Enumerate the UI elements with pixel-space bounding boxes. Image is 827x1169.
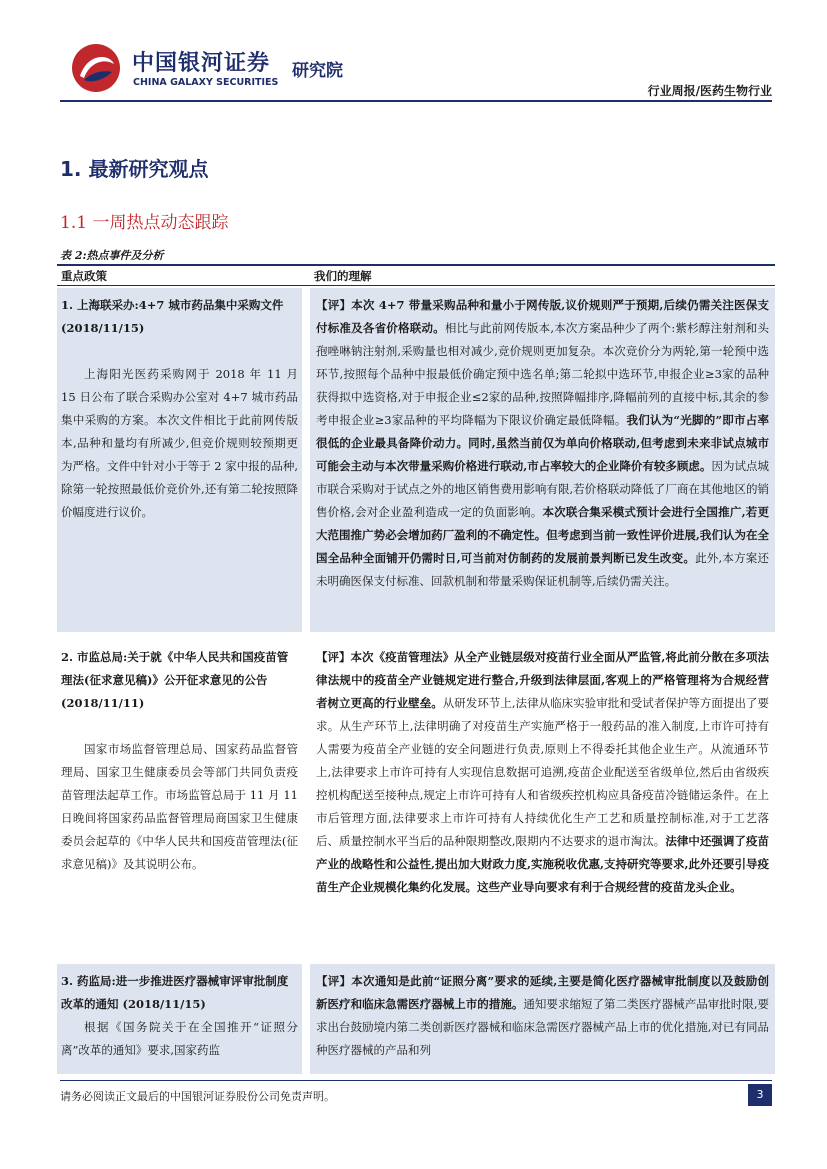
analysis-comment: 【评】本次通知是此前“证照分离”要求的延续,主要是简化医疗器械审批制度以及鼓励创新医疗和临床急需医疗器械上市的措施。 (316, 974, 769, 1011)
analysis-comment: 【评】本次 4+7 带量采购品种和量小于网传版,议价规则严于预期,后续仍需关注医保支付标准及各省价格联动。 (316, 298, 769, 335)
table-row (57, 640, 775, 956)
policy-cell (57, 964, 302, 1074)
analysis-emphasis: 本次联合集采模式预计会进行全国推广,若更大范围推广势必会增加药厂盈利的不确定性。但考虑到当前一致性评价进展,我们认为在全国全品种全面铺开仍需时日,可当前对仿制药的发展前景判断已发生改变。 (316, 505, 769, 565)
galaxy-swirl-logo-icon (70, 42, 122, 94)
analysis-cell (310, 288, 775, 632)
report-type: 行业周报/医药生物行业 (647, 84, 772, 98)
table-row (57, 964, 775, 1074)
institute-label: 研究院 (292, 61, 343, 81)
policy-cell (57, 640, 302, 956)
table-caption: 表 2:热点事件及分析 (60, 249, 164, 262)
analysis-emphasis: 我们认为“光脚的”即市占率很低的企业最具备降价动力。同时,虽然当前仅为单向价格联动,但考虑到未来非试点城市可能会主动与本次带量采购价格进行联动,市占率较大的企业降价有较多顾虑。 (316, 413, 769, 473)
analysis-text: 此外,本方案还未明确医保支付标准、回款机制和带量采购保证机制等,后续仍需关注。 (316, 551, 770, 588)
footer-disclaimer: 请务必阅读正文最后的中国银河证券股份公司免责声明。 (60, 1090, 335, 1103)
column-header-analysis: 我们的理解 (314, 268, 372, 283)
policy-body: 上海阳光医药采购网于 2018 年 11 月 15 日公布了联合采购办公室对 4+7 城市药品集中采购的方案。本次文件相比于此前网传版本,品种和量均有所减少,但竞价规则较预期更为严格。文件中针对小于等于 2 家中报的品种,除第一轮按照最低价竞价外,还有第二轮按照降价幅度进行议价。 (61, 367, 298, 519)
page-number: 3 (748, 1084, 772, 1106)
logo-english-name: CHINA GALAXY SECURITIES (133, 77, 279, 88)
header-divider (60, 100, 772, 102)
policy-title: 1. 上海联采办:4+7 城市药品集中采购文件 (2018/11/15) (61, 298, 284, 335)
policy-title: 3. 药监局:进一步推进医疗器械审评审批制度改革的通知 (2018/11/15) (61, 974, 289, 1011)
hot-events-table (57, 264, 775, 1074)
policy-title: 2. 市监总局:关于就《中华人民共和国疫苗管理法(征求意见稿)》公开征求意见的公告 (2018/11/11) (61, 650, 289, 710)
analysis-text: 相比与此前网传版本,本次方案品种少了两个:紫杉醇注射剂和头孢唑啉钠注射剂,采购量也相对减少,竞价规则更加复杂。本次竞价分为两轮,第一轮预中选环节,按照每个品种中报最低价确定预中选名单;第二轮拟中选环节,申报企业≥3家的品种获得拟中选资格,对于申报企业≤2家的品种,按照降幅排序,降幅前列的直接中标,其余的参考申报企业≥3家品种的平均降幅为下限议价确定最低降幅。 (316, 321, 769, 427)
policy-body: 国家市场监督管理总局、国家药品监督管理局、国家卫生健康委员会等部门共同负责疫苗管理法起草工作。市场监管总局于 11 月 11 日晚间将国家药品监督管理局商国家卫生健康委员会起草的《中华人民共和国疫苗管理法(征求意见稿)》及其说明公布。 (61, 742, 298, 871)
footer-divider (60, 1080, 772, 1081)
subsection-heading: 1.1 一周热点动态跟踪 (60, 213, 229, 233)
analysis-cell (310, 964, 775, 1074)
column-header-policy: 重点政策 (61, 268, 107, 283)
page-header (60, 38, 772, 102)
policy-cell (57, 288, 302, 632)
analysis-comment: 【评】本次《疫苗管理法》从全产业链层级对疫苗行业全面从严监管,将此前分散在多项法律法规中的疫苗全产业链规定进行整合,升级到法律层面,客观上的严格管理将为合规经营者树立更高的行业壁垒。 (316, 650, 769, 710)
policy-body: 根据《国务院关于在全国推开“证照分离”改革的通知》要求,国家药监 (61, 1020, 298, 1057)
table-row (57, 288, 775, 632)
analysis-text: 通知要求缩短了第二类医疗器械产品审批时限,要求出台鼓励境内第二类创新医疗器械和临床急需医疗器械产品上市的优化措施,对已有同品种医疗器械的产品和列 (316, 997, 769, 1057)
table-header (57, 264, 775, 286)
analysis-cell (310, 640, 775, 956)
logo-chinese-name: 中国银河证券 (132, 51, 271, 76)
analysis-emphasis: 法律中还强调了疫苗产业的战略性和公益性,提出加大财政力度,实施税收优惠,支持研究等要求,此外还要引导疫苗生产企业规模化集约化发展。这些产业导向要求有利于合规经营的疫苗龙头企业。 (316, 834, 770, 894)
analysis-text: 从研发环节上,法律从临床实验审批和受试者保护等方面提出了要求。从生产环节上,法律明确了对疫苗生产实施严格于一般药品的准入制度,上市许可持有人需要为疫苗全产业链的安全问题进行负责,原则上不得委托其他企业生产。从流通环节上,法律要求上市许可持有人实现信息数据可追溯,疫苗企业配送至省级单位,然后由省级疾控机构配送至接种点,规定上市许可持有人和省级疾控机构应具备疫苗冷链储运条件。在上市后管理方面,法律要求上市许可持有人持续优化生产工艺和质量控制标准,对于工艺落后、质量控制水平当后的品种限期整改,限期内不达要求的退市淘汰。 (316, 696, 770, 848)
analysis-text: 因为试点城市联合采购对于试点之外的地区销售费用影响有限,若价格联动降低了厂商在其他地区的销售价格,会对企业盈利造成一定的负面影响。 (316, 459, 770, 519)
section-heading: 1. 最新研究观点 (60, 157, 209, 181)
